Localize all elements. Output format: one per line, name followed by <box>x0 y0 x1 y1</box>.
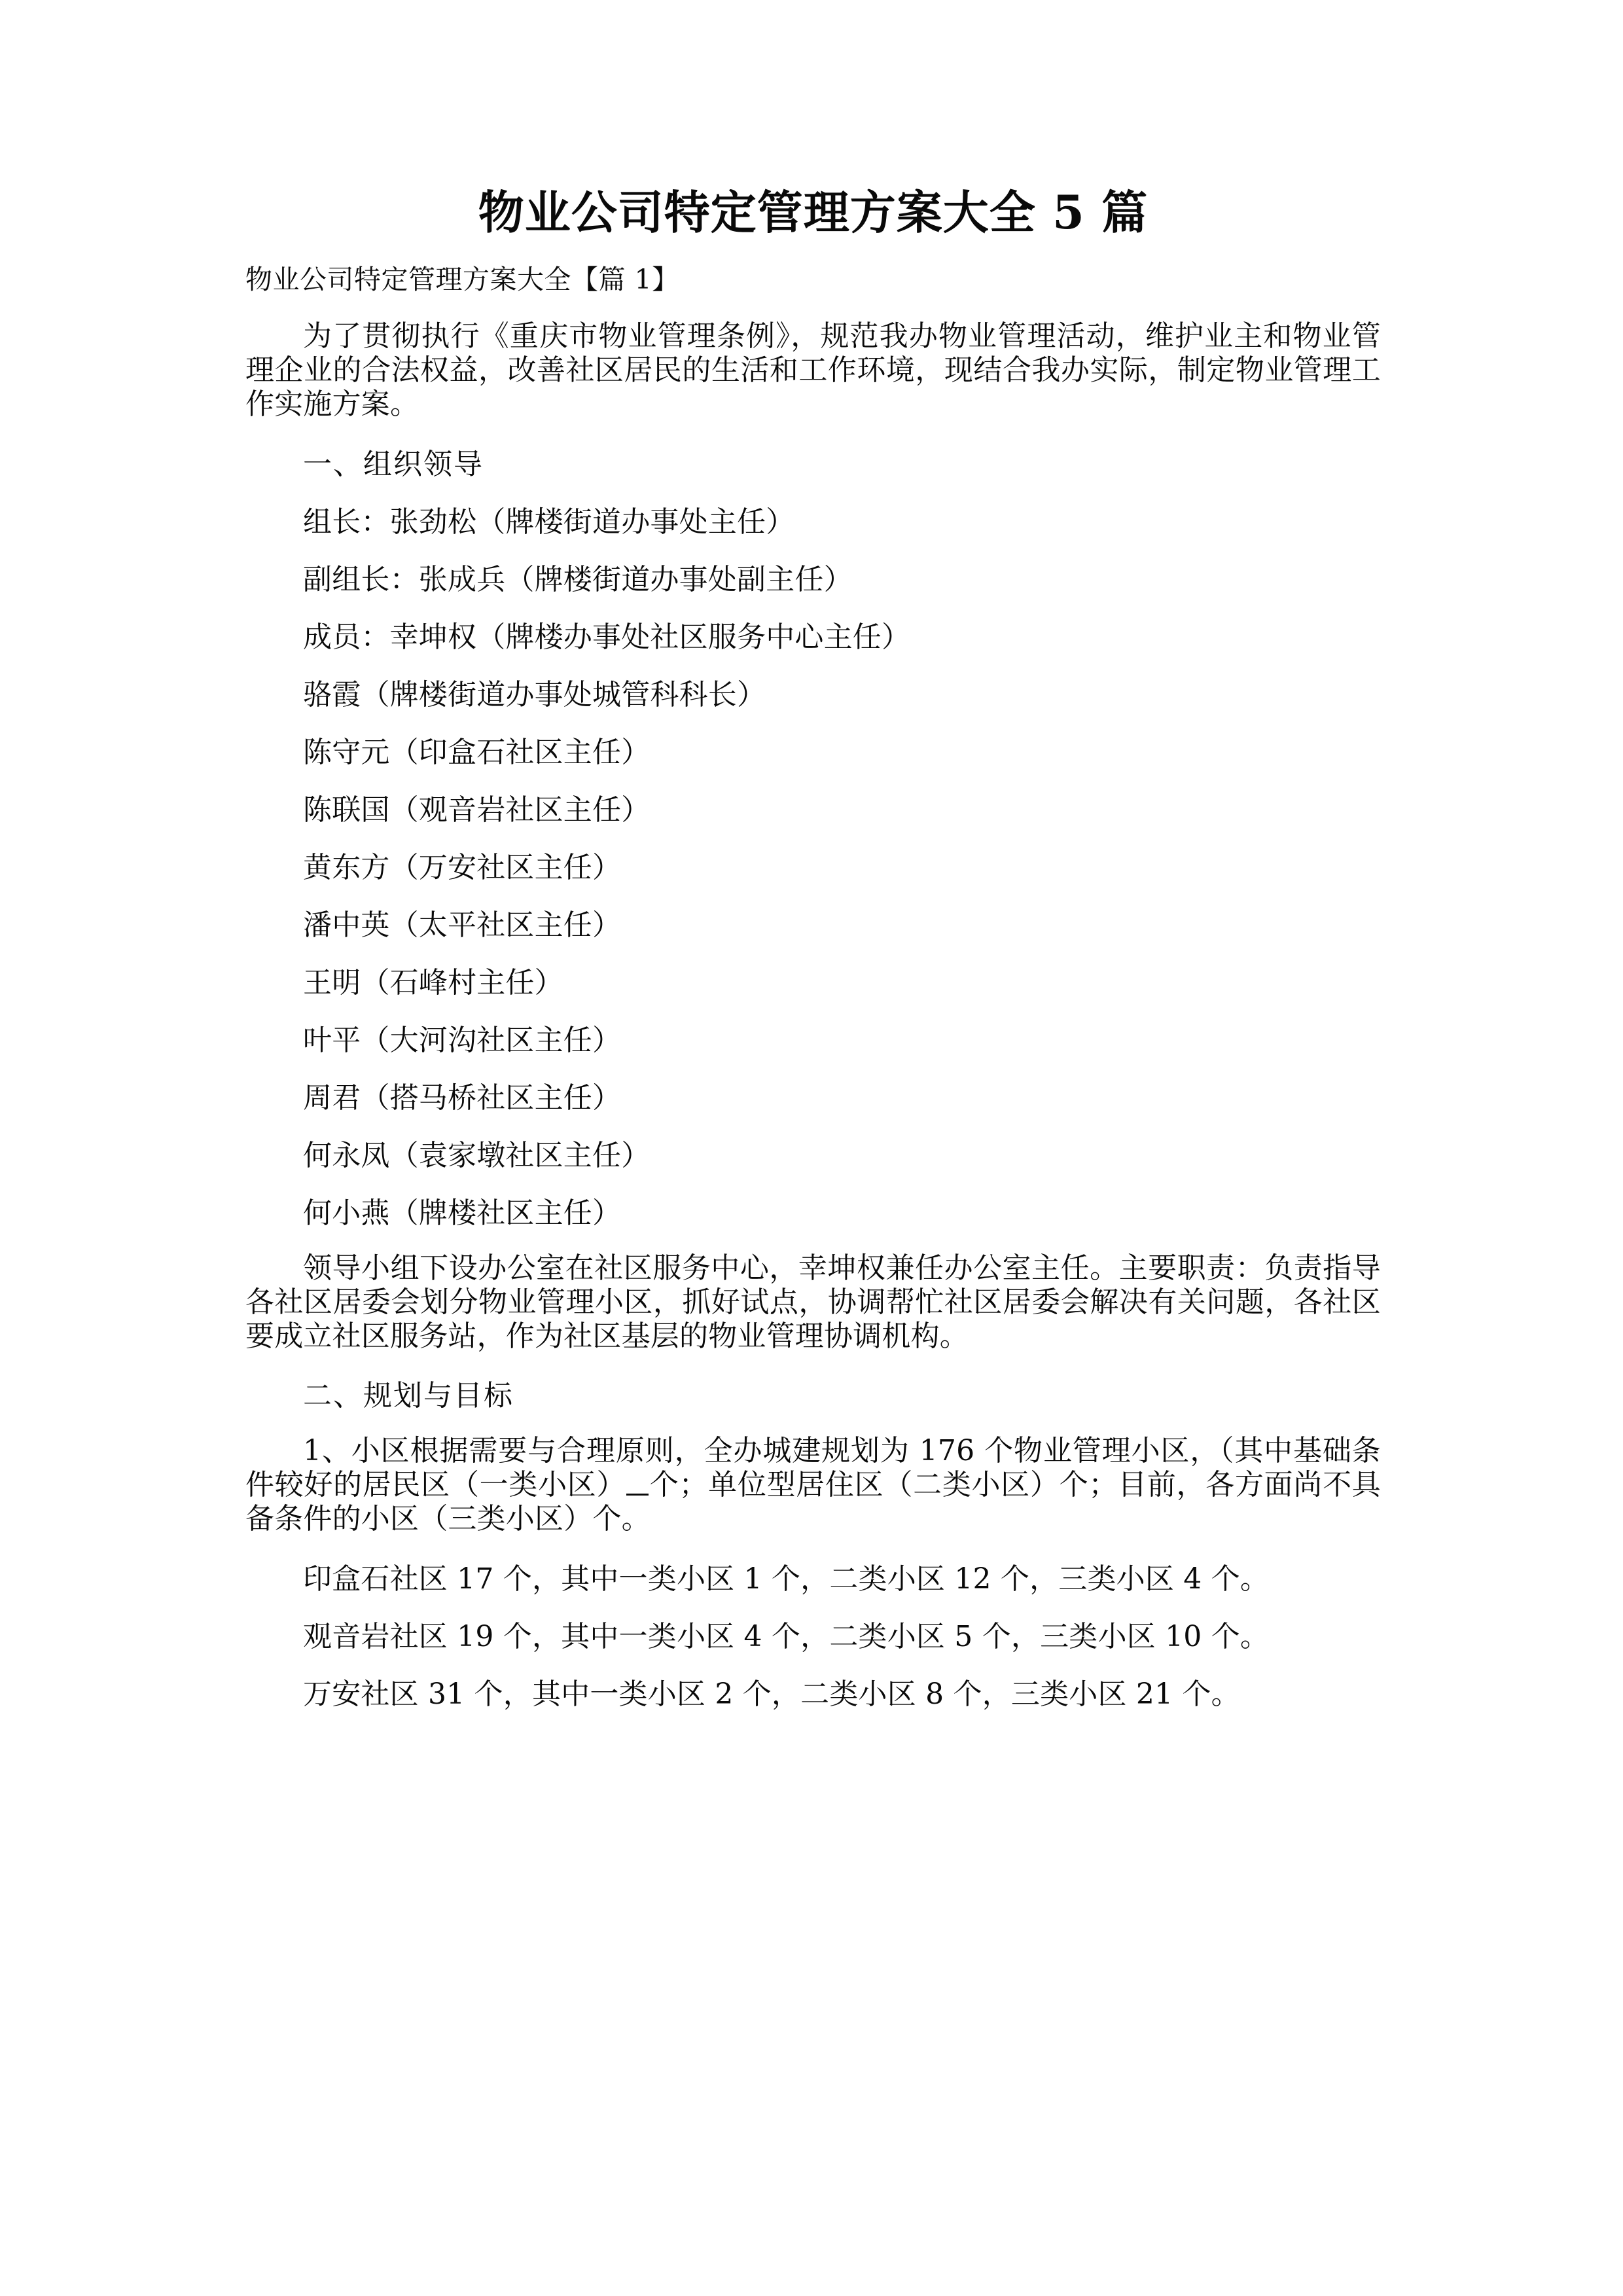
section-heading-two: 二、规划与目标 <box>303 1379 514 1413</box>
community-stat-line: 观音岩社区 19 个，其中一类小区 4 个，二类小区 5 个，三类小区 10 个。 <box>303 1620 1270 1654</box>
deputy-leader-line: 副组长：张成兵（牌楼街道办事处副主任） <box>303 562 853 596</box>
member-line: 骆霞（牌楼街道办事处城管科科长） <box>303 677 766 711</box>
member-line: 陈守元（印盒石社区主任） <box>303 735 651 769</box>
page-title: 物业公司特定管理方案大全 5 篇 <box>478 185 1149 240</box>
planning-paragraph-prefix: 1、小区根据需要与合理原则，全办城建规划为 176 个物业管理小区，（其中基础条件较好的居民区（一类小区） <box>245 1434 1381 1502</box>
member-line: 何小燕（牌楼社区主任） <box>303 1196 622 1230</box>
member-line: 成员：幸坤权（牌楼办事处社区服务中心主任） <box>303 620 911 654</box>
document-subtitle: 物业公司特定管理方案大全【篇 1】 <box>245 264 679 295</box>
member-line: 叶平（大河沟社区主任） <box>303 1023 622 1057</box>
planning-paragraph-suffix: 个；单位型居住区（二类小区）个；目前，各方面尚不具备条件的小区（三类小区）个。 <box>245 1468 1381 1536</box>
team-leader-line: 组长：张劲松（牌楼街道办事处主任） <box>303 505 795 539</box>
member-line: 潘中英（太平社区主任） <box>303 908 622 942</box>
fill-in-blank <box>626 1494 649 1496</box>
member-line: 王明（石峰村主任） <box>303 965 563 999</box>
page-content <box>245 0 1381 1712</box>
community-stat-line: 印盒石社区 17 个，其中一类小区 1 个，二类小区 12 个，三类小区 4 个。 <box>303 1562 1270 1596</box>
intro-paragraph: 为了贯彻执行《重庆市物业管理条例》，规范我办物业管理活动，维护业主和物业管理企业的合法权益，改善社区居民的生活和工作环境，现结合我办实际，制定物业管理工作实施方案。 <box>245 319 1381 421</box>
member-line: 陈联国（观音岩社区主任） <box>303 793 651 827</box>
section-heading-one: 一、组织领导 <box>303 447 484 481</box>
office-responsibilities-paragraph: 领导小组下设办公室在社区服务中心，幸坤权兼任办公室主任。主要职责：负责指导各社区居委会划分物业管理小区，抓好试点，协调帮忙社区居委会解决有关问题，各社区要成立社区服务站，作为社区基层的物业管理协调机构。 <box>245 1251 1381 1353</box>
planning-paragraph <box>245 1434 1381 1536</box>
community-stat-line: 万安社区 31 个，其中一类小区 2 个，二类小区 8 个，三类小区 21 个。 <box>303 1677 1240 1712</box>
member-line: 黄东方（万安社区主任） <box>303 850 622 884</box>
member-line: 周君（搭马桥社区主任） <box>303 1081 622 1115</box>
member-line: 何永凤（袁家墩社区主任） <box>303 1138 651 1172</box>
